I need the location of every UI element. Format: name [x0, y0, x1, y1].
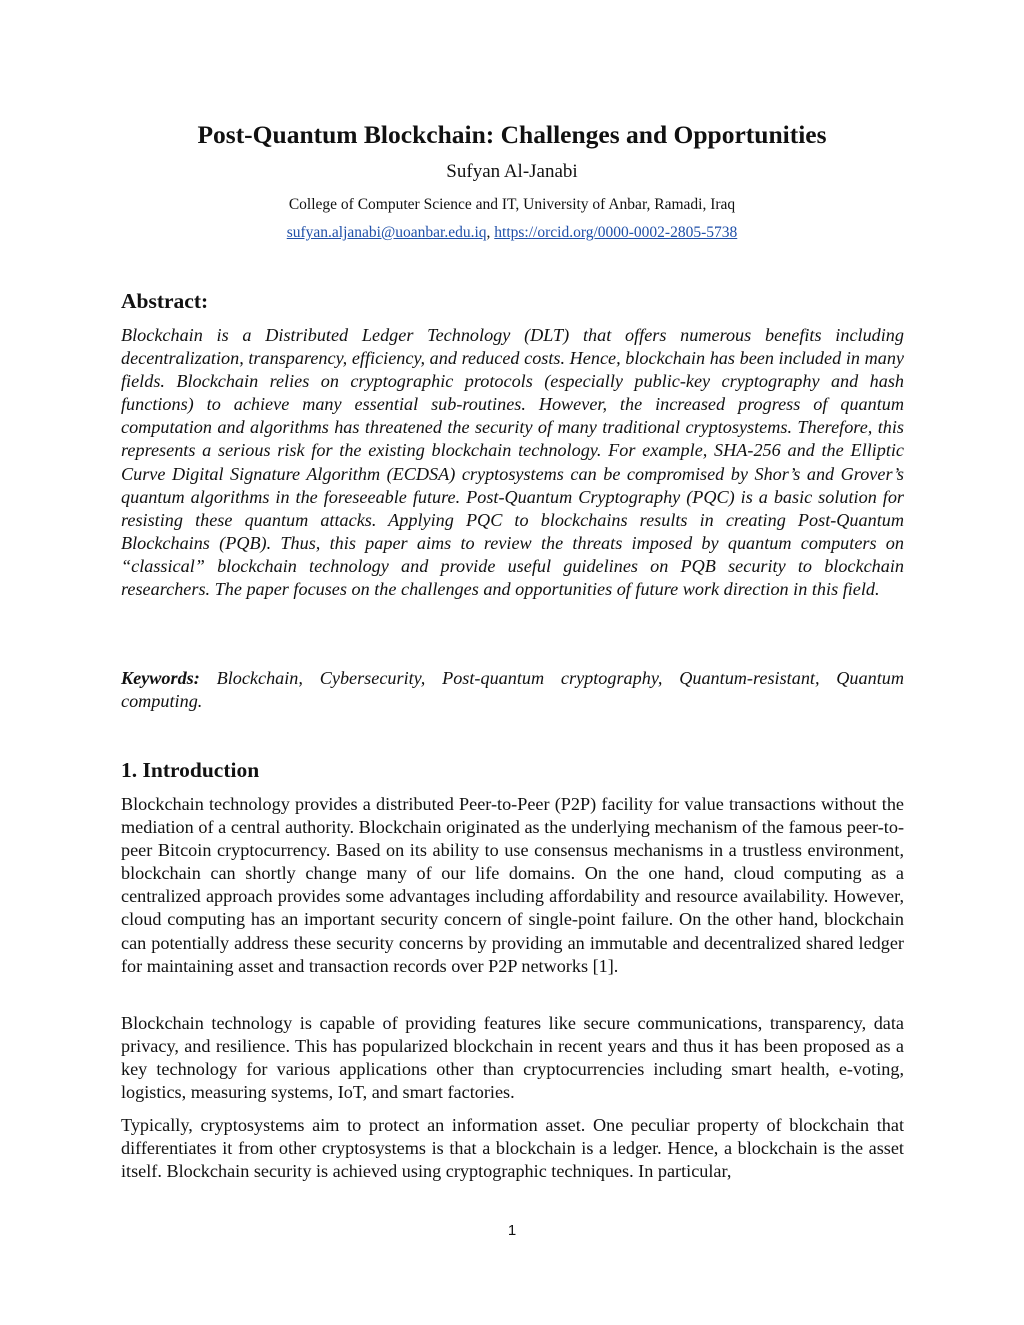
- author-name: Sufyan Al-Janabi: [446, 161, 578, 182]
- author-links: [0, 222, 1024, 244]
- link-separator: ,: [486, 224, 495, 241]
- keywords-text: Blockchain, Cybersecurity, Post-quantum cryptography, Quantum-resistant, Quantum computing.: [121, 668, 904, 712]
- author-affiliation: College of Computer Science and IT, University of Anbar, Ramadi, Iraq: [288, 196, 736, 213]
- paper-title: Post-Quantum Blockchain: Challenges and Opportunities: [197, 120, 827, 149]
- introduction-paragraph: Blockchain technology provides a distributed Peer-to-Peer (P2P) facility for value transactions without the mediation of a central authority. Blockchain originated as the underlying mechanism of the famous peer-to-peer Bitcoin cryptocurrency. Based on its ability to use consensus mechanisms in a trustless environment, blockchain can shortly change many of our life domains. On the one hand, cloud computing as a centralized approach provides some advantages including affordability and resource availability. However, cloud computing has an important security concern of single-point failure. On the other hand, blockchain can potentially address these security concerns by providing an immutable and decentralized shared ledger for maintaining asset and transaction records over P2P networks [1].: [121, 794, 904, 976]
- keywords-label: Keywords:: [121, 668, 200, 688]
- keywords: [121, 667, 904, 713]
- email-link[interactable]: sufyan.aljanabi@uoanbar.edu.iq: [286, 224, 487, 241]
- orcid-link[interactable]: https://orcid.org/0000-0002-2805-5738: [494, 224, 738, 241]
- page-number: 1: [507, 1222, 517, 1239]
- introduction-paragraph: Typically, cryptosystems aim to protect an information asset. One peculiar property of blockchain that differentiates it from other cryptosystems is that a blockchain is a ledger. Hence, a blockchain is the asset itself. Blockchain security is achieved using cryptographic techniques. In particular,: [121, 1115, 904, 1182]
- introduction-heading: 1. Introduction: [121, 758, 260, 782]
- introduction-paragraph: Blockchain technology is capable of providing features like secure communications, transparency, data privacy, and resilience. This has popularized blockchain in recent years and thus it has been proposed as a key technology for various applications other than cryptocurrencies including smart health, e-voting, logistics, measuring systems, IoT, and smart factories.: [121, 1013, 904, 1103]
- abstract-text: Blockchain is a Distributed Ledger Technology (DLT) that offers numerous benefits including decentralization, transparency, efficiency, and reduced costs. Hence, blockchain has been included in many fields. Blockchain relies on cryptographic protocols (especially public-key cryptography and hash functions) to achieve many essential sub-routines. However, the increased progress of quantum computation and algorithms has threatened the security of many traditional cryptosystems. Therefore, this represents a serious risk for the existing blockchain technology. For example, SHA-256 and the Elliptic Curve Digital Signature Algorithm (ECDSA) cryptosystems can be compromised by Shor’s and Grover’s quantum algorithms in the foreseeable future. Post-Quantum Cryptography (PQC) is a basic solution for resisting these quantum attacks. Applying PQC to blockchains results in creating Post-Quantum Blockchains (PQB). Thus, this paper aims to review the threats imposed by quantum computers on “classical” blockchain technology and provide useful guidelines on PQB security to blockchain researchers. The paper focuses on the challenges and opportunities of future work direction in this field.: [121, 325, 904, 600]
- abstract-heading: Abstract:: [121, 289, 209, 313]
